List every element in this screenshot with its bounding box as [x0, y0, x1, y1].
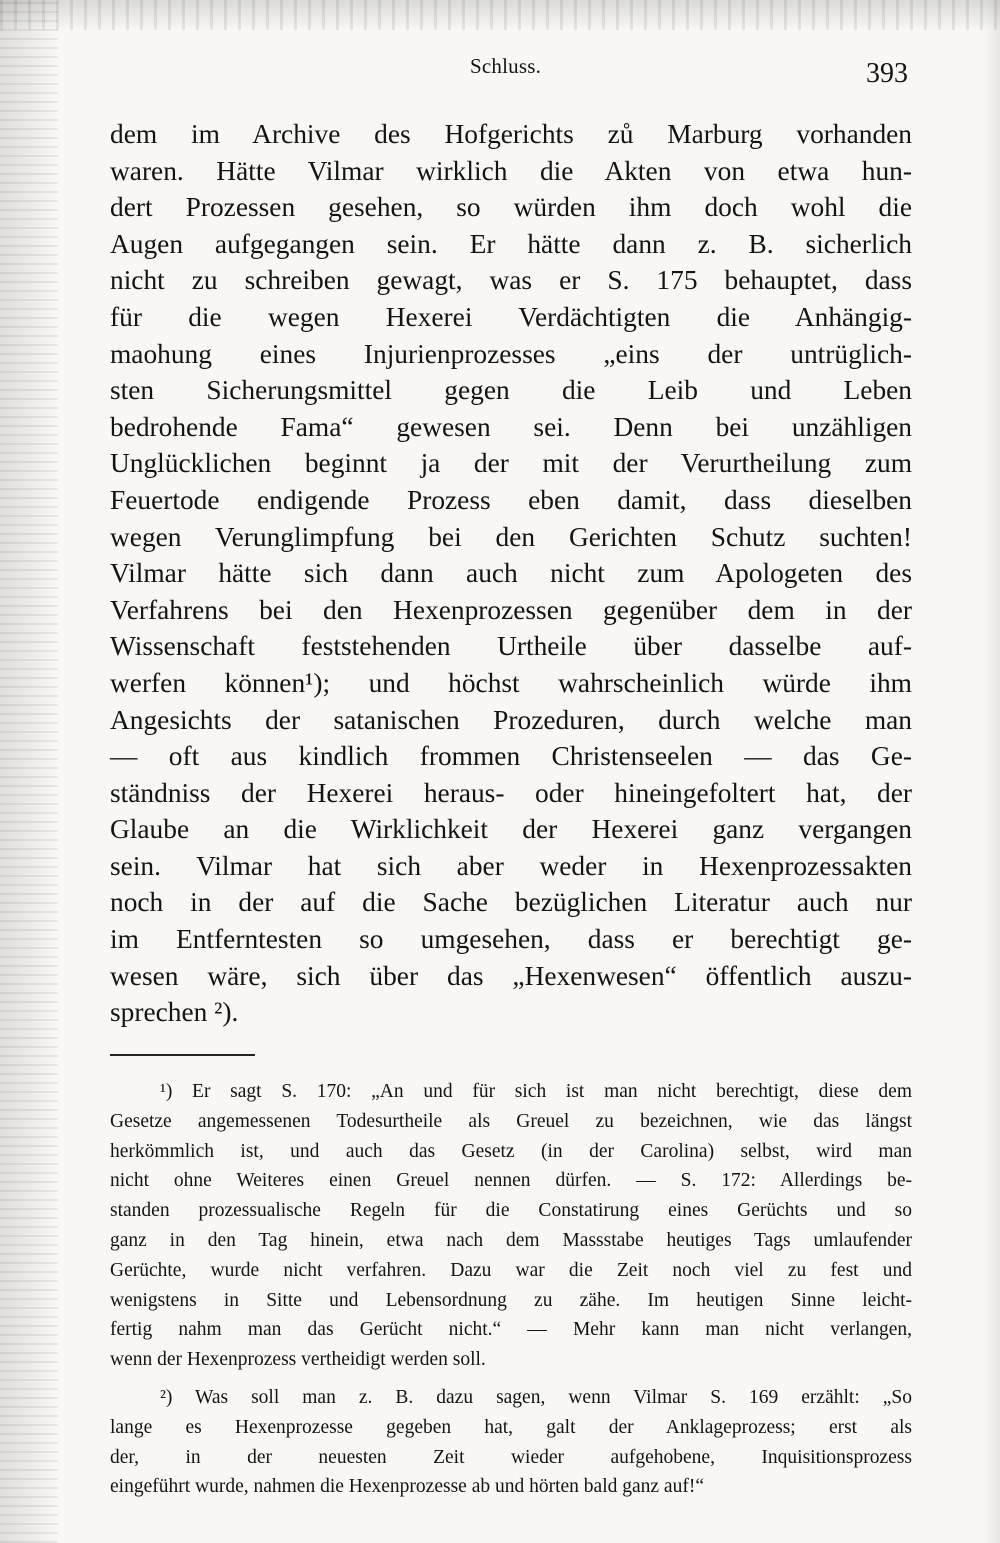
running-head: Schluss. — [470, 54, 542, 78]
footnote-line: ²) Was soll man z. B. dazu sagen, wenn Vilmar S. 169 erzählt: „So — [160, 1386, 912, 1408]
text-line: Unglücklichen beginnt ja der mit der Verurtheilung zum — [110, 448, 912, 479]
text-line: waren. Hätte Vilmar wirklich die Akten von etwa hun- — [110, 155, 912, 186]
text-line: im Entferntesten so umgesehen, dass er berechtigt ge- — [110, 924, 912, 955]
text-line: wesen wäre, sich über das „Hexenwesen“ öffentlich auszu- — [110, 960, 912, 991]
text-line: Glaube an die Wirklichkeit der Hexerei ganz vergangen — [110, 814, 912, 845]
text-line: ständniss der Hexerei heraus- oder hineingefoltert hat, der — [110, 777, 912, 808]
footnote-line: eingeführt wurde, nahmen die Hexenprozesse ab und hörten bald ganz auf!“ — [110, 1476, 704, 1498]
text-line: Augen aufgegangen sein. Er hätte dann z. B. sicherlich — [110, 228, 912, 259]
text-line: bedrohende Fama“ gewesen sei. Denn bei unzähligen — [110, 411, 912, 442]
text-line: sprechen ²). — [110, 997, 239, 1028]
text-line: werfen können¹); und höchst wahrscheinlich würde ihm — [110, 667, 912, 698]
footnote-line: der, in der neuesten Zeit wieder aufgehobene, Inquisitionsprozess — [110, 1446, 912, 1468]
text-line: für die wegen Hexerei Verdächtigten die Anhängig- — [110, 301, 912, 332]
text-line: Angesichts der satanischen Prozeduren, durch welche man — [110, 704, 912, 735]
scan-top-edge — [0, 0, 1000, 30]
text-line: Feuertode endigende Prozess eben damit, dass dieselben — [110, 484, 912, 515]
main-text — [110, 116, 912, 1031]
footnote-line: wenigstens in Sitte und Lebensordnung zu zähe. Im heutigen Sinne leicht- — [110, 1289, 912, 1311]
page-number: 393 — [866, 58, 908, 89]
footnote-line: ¹) Er sagt S. 170: „An und für sich ist man nicht berechtigt, diese dem — [160, 1081, 912, 1102]
text-line: sein. Vilmar hat sich aber weder in Hexenprozessakten — [110, 850, 912, 881]
text-line: noch in der auf die Sache bezüglichen Literatur auch nur — [110, 887, 912, 918]
footnote-line: lange es Hexenprozesse gegeben hat, galt der Anklageprozess; erst als — [110, 1416, 912, 1438]
text-line: dem im Archive des Hofgerichts zů Marburg vorhanden — [110, 119, 912, 149]
footnotes — [110, 1077, 912, 1502]
text-line: dert Prozessen gesehen, so würden ihm doch wohl die — [110, 192, 912, 223]
text-line: Wissenschaft feststehenden Urtheile über dasselbe auf- — [110, 631, 912, 662]
text-line: maohung eines Injurienprozesses „eins der untrüglich- — [110, 338, 912, 369]
text-line: sten Sicherungsmittel gegen die Leib und Leben — [110, 375, 912, 406]
footnote-line: Gesetze angemessenen Todesurtheile als Greuel zu bezeichnen, wie das längst — [110, 1110, 912, 1132]
footnote-line: ganz in den Tag hinein, etwa nach dem Massstabe heutiges Tags umlaufender — [110, 1229, 912, 1251]
text-line: — oft aus kindlich frommen Christenseelen — das Ge- — [110, 741, 912, 772]
footnote-line: fertig nahm man das Gerücht nicht.“ — Mehr kann man nicht verlangen, — [110, 1319, 912, 1341]
footnote-rule — [110, 1054, 255, 1056]
footnote-line: standen prozessualische Regeln für die Constatirung eines Gerüchts und so — [110, 1200, 912, 1222]
footnote-line: wenn der Hexenprozess vertheidigt werden soll. — [110, 1349, 486, 1371]
text-line: nicht zu schreiben gewagt, was er S. 175 behauptet, dass — [110, 265, 912, 296]
footnote-line: Gerüchte, wurde nicht verfahren. Dazu war die Zeit noch viel zu fest und — [110, 1259, 912, 1281]
scan-left-edge — [0, 0, 58, 1543]
text-line: Vilmar hätte sich dann auch nicht zum Apologeten des — [110, 558, 912, 589]
footnote-line: nicht ohne Weiteres einen Greuel nennen dürfen. — S. 172: Allerdings be- — [110, 1170, 912, 1192]
footnote-line: herkömmlich ist, und auch das Gesetz (in der Carolina) selbst, wird man — [110, 1140, 912, 1162]
text-line: wegen Verunglimpfung bei den Gerichten Schutz suchten! — [110, 521, 912, 552]
scan-right-edge — [984, 0, 1000, 1543]
text-line: Verfahrens bei den Hexenprozessen gegenüber dem in der — [110, 594, 912, 625]
